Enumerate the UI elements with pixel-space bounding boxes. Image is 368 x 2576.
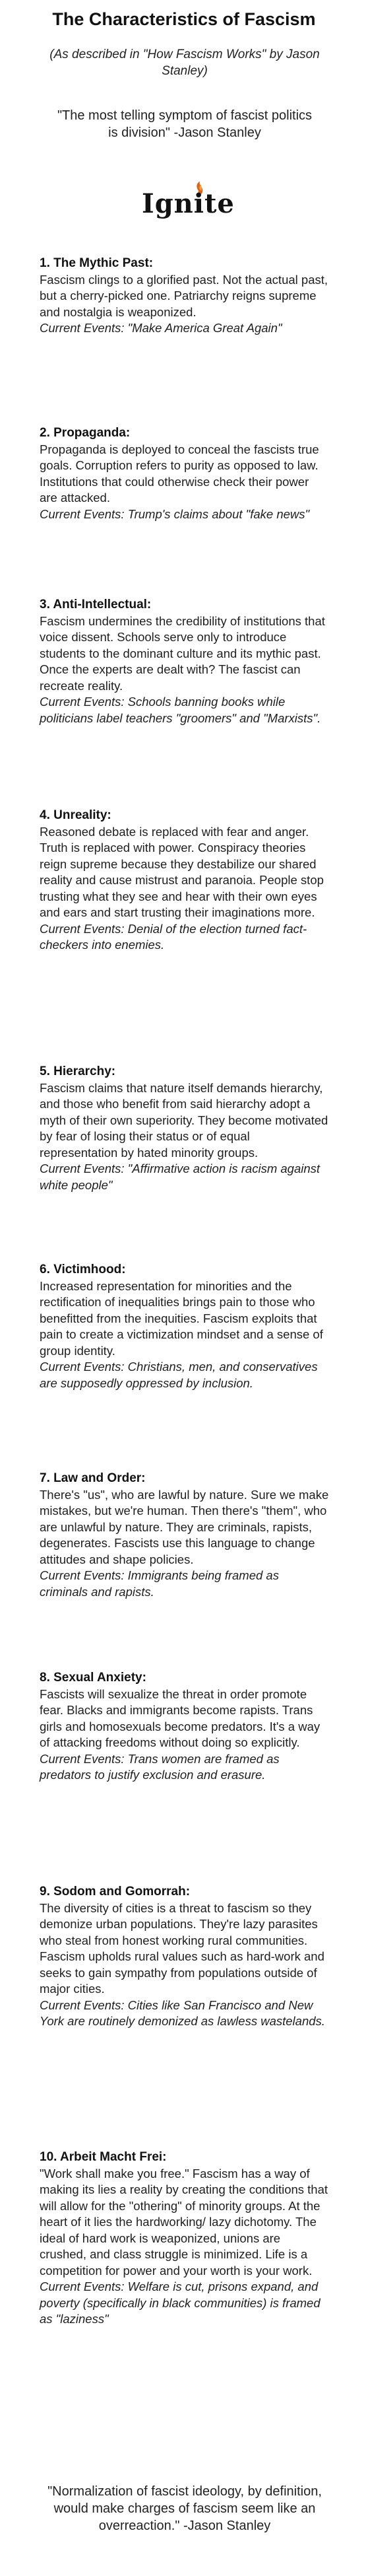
section-heading: 8. Sexual Anxiety: <box>40 1671 146 1685</box>
section-propaganda <box>40 425 330 522</box>
section-body: The diversity of cities is a threat to fascism so they demonize urban populations. They're lazy parasites who steal from honest working rural communities. Fascism upholds rural values such as hard-work and seeks to gain sympathy from populations outside of major cities. <box>40 1900 324 1996</box>
section-body: Propaganda is deployed to conceal the fascists true goals. Corruption refers to purity as opposed to law. Institutions that could otherwise check their power are attacked. <box>40 442 319 505</box>
current-events: Current Events: Trans women are framed as predators to justify exclusion and erasure. <box>40 1751 280 1782</box>
bottom-quote: "Normalization of fascist ideology, by definition, would make charges of fascism seem like an overreaction." -Jason Stanley <box>47 2484 322 2533</box>
section-heading: 3. Anti-Intellectual: <box>40 598 152 611</box>
current-events: Current Events: "Affirmative action is racism against white people" <box>40 1162 321 1192</box>
section-body: "Work shall make you free." Fascism has a way of making its lies a reality by creating the conditions that will allow for the "othering" of minority groups. At the heart of it lies the hardworking/ lazy dichotomy. The ideal of hard work is weaponized, unions are crushed, and class struggle is minimized. Life is a competition for power and your worth is your work. <box>40 2166 328 2278</box>
section-body: Fascism claims that nature itself demands hierarchy, and those who benefit from said hierarchy adopt a myth of their own superiority. They become motivated by fear of losing their status or of equal representation by hated minority groups. <box>40 1080 328 1160</box>
section-body: Reasoned debate is replaced with fear and anger. Truth is replaced with power. Conspiracy theories reign supreme because they destabilize our shared reality and cause mistrust and paranoia. People stop trusting what they see and hear with their own eyes and ears and start trusting their imaginations more. <box>40 824 324 919</box>
current-events: Current Events: Cities like San Francisco and New York are routinely demonized as lawless wastelands. <box>40 1998 325 2028</box>
section-body: Fascism clings to a glorified past. Not the actual past, but a cherry-picked one. Patriarchy reigns supreme and nostalgia is weaponized. <box>40 272 328 319</box>
ignite-logo <box>142 182 235 221</box>
logo-text: Ignite <box>142 188 235 219</box>
section-unreality <box>40 808 330 954</box>
section-body: Fascism undermines the credibility of institutions that voice dissent. Schools serve only to introduce students to the dominant culture and its mythic past. Once the experts are dealt with? The fascist can recreate reality. <box>40 613 325 693</box>
section-law-and-order <box>40 1471 330 1600</box>
section-heading: 5. Hierarchy: <box>40 1064 116 1078</box>
section-heading: 7. Law and Order: <box>40 1471 146 1485</box>
section-heading: 4. Unreality: <box>40 808 111 822</box>
top-quote: "The most telling symptom of fascist politics is division" -Jason Stanley <box>57 108 313 140</box>
page-title: The Characteristics of Fascism <box>52 9 316 29</box>
current-events: Current Events: Denial of the election turned fact-checkers into enemies. <box>40 921 307 952</box>
current-events: Current Events: Welfare is cut, prisons expand, and poverty (specifically in black communities) is framed as "laziness" <box>40 2280 321 2326</box>
section-heading: 2. Propaganda: <box>40 426 131 440</box>
section-heading: 9. Sodom and Gomorrah: <box>40 1885 191 1898</box>
current-events: Current Events: Schools banning books while politicians label teachers "groomers" and "Marxists". <box>40 695 321 725</box>
section-sexual-anxiety <box>40 1670 330 1784</box>
section-body: Fascists will sexualize the threat in order promote fear. Blacks and immigrants become rapists. Trans girls and homosexuals become predators. It's a way of attacking freedoms without doing so explicitly. <box>40 1687 321 1749</box>
section-hierarchy <box>40 1064 330 1193</box>
subtitle: (As described in "How Fascism Works" by Jason Stanley) <box>49 48 320 78</box>
section-victimhood <box>40 1262 330 1391</box>
section-heading: 1. The Mythic Past: <box>40 256 154 270</box>
section-body: There's "us", who are lawful by nature. Sure we make mistakes, but we're human. Then there's "them", who are unlawful by nature. They are criminals, rapists, degenerates. Fascists use this language to change attitudes and shape policies. <box>40 1487 329 1566</box>
section-heading: 10. Arbeit Macht Frei: <box>40 2150 167 2164</box>
current-events: Current Events: Christians, men, and conservatives are supposedly oppressed by inclusion. <box>40 1360 318 1390</box>
section-arbeit-macht-frei <box>40 2149 330 2328</box>
section-heading: 6. Victimhood: <box>40 1263 126 1276</box>
section-sodom-and-gomorrah <box>40 1884 330 2030</box>
section-mythic-past <box>40 256 330 337</box>
section-body: Increased representation for minorities and the rectification of inequalities brings pain to those who benefitted from the inequities. Fascism exploits that pain to create a victimization mindset and a sense of group identity. <box>40 1278 323 1358</box>
section-anti-intellectual <box>40 597 330 726</box>
current-events: Current Events: Trump's claims about "fake news" <box>40 506 310 521</box>
current-events: Current Events: Immigrants being framed as criminals and rapists. <box>40 1568 279 1599</box>
current-events: Current Events: "Make America Great Again" <box>40 321 282 335</box>
